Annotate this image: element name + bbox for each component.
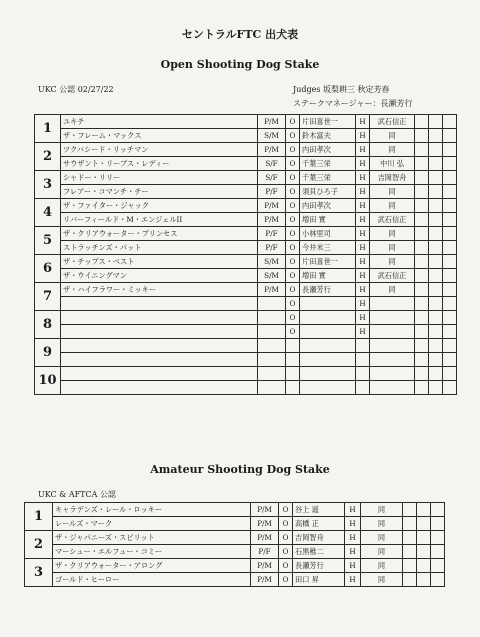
blank-cell	[415, 269, 429, 283]
h-mark: H	[356, 311, 370, 325]
owner-name	[370, 325, 415, 339]
dog-name	[61, 353, 258, 367]
handler-name: 長瀬芳行	[300, 283, 356, 297]
blank-cell	[431, 531, 445, 545]
amateur-stake-title: Amateur Shooting Dog Stake	[150, 463, 330, 476]
table-row	[35, 171, 457, 185]
blank-cell	[429, 129, 443, 143]
blank-cell	[429, 157, 443, 171]
owner-name: 同	[370, 255, 415, 269]
dog-name: キャラデンズ・レール・ロッキー	[53, 503, 251, 517]
h-mark: H	[356, 171, 370, 185]
table-row	[35, 269, 457, 283]
handler-name	[300, 311, 356, 325]
blank-cell	[415, 311, 429, 325]
table-row	[35, 367, 457, 381]
dog-class: P/M	[258, 143, 286, 157]
owner-name: 同	[361, 573, 403, 587]
owner-name	[370, 381, 415, 395]
dog-class: P/M	[251, 573, 279, 587]
owner-name: 同	[370, 143, 415, 157]
blank-cell	[417, 531, 431, 545]
h-mark: H	[356, 227, 370, 241]
dog-name	[61, 381, 258, 395]
dog-class: S/M	[258, 269, 286, 283]
dog-class	[258, 311, 286, 325]
dog-name: フレアー・コマンチ・チー	[61, 185, 258, 199]
dog-class: P/M	[251, 517, 279, 531]
dog-class: S/M	[258, 255, 286, 269]
h-mark: H	[356, 143, 370, 157]
o-mark: O	[286, 115, 300, 129]
handler-name: 長瀬芳行	[293, 559, 345, 573]
blank-cell	[443, 339, 457, 353]
blank-cell	[443, 115, 457, 129]
blank-cell	[429, 213, 443, 227]
blank-cell	[429, 227, 443, 241]
h-mark: H	[345, 559, 361, 573]
dog-name: シャドー・リリー	[61, 171, 258, 185]
blank-cell	[417, 559, 431, 573]
handler-name	[300, 353, 356, 367]
table-row	[35, 199, 457, 213]
dog-name: ゴールド・ヒーロー	[53, 573, 251, 587]
blank-cell	[403, 503, 417, 517]
open-stake-title: Open Shooting Dog Stake	[160, 58, 320, 71]
h-mark: H	[345, 573, 361, 587]
handler-name: 内田孝次	[300, 199, 356, 213]
blank-cell	[415, 115, 429, 129]
o-mark: O	[286, 269, 300, 283]
handler-name: 小林里司	[300, 227, 356, 241]
table-row	[25, 531, 445, 545]
table-row	[35, 283, 457, 297]
blank-cell	[403, 559, 417, 573]
dog-class	[258, 297, 286, 311]
blank-cell	[443, 255, 457, 269]
dog-class: P/M	[258, 199, 286, 213]
blank-cell	[443, 143, 457, 157]
o-mark: O	[279, 531, 293, 545]
blank-cell	[443, 129, 457, 143]
dog-class: P/F	[251, 545, 279, 559]
owner-name: 武石信正	[370, 269, 415, 283]
blank-cell	[415, 255, 429, 269]
table-row	[35, 143, 457, 157]
table-row	[35, 311, 457, 325]
brace-number: 7	[35, 283, 61, 311]
table-row	[35, 381, 457, 395]
handler-name: 増田 實	[300, 269, 356, 283]
blank-cell	[431, 545, 445, 559]
blank-cell	[415, 339, 429, 353]
table-row	[35, 325, 457, 339]
dog-class: P/M	[251, 559, 279, 573]
handler-name: 片田喜世一	[300, 115, 356, 129]
blank-cell	[415, 213, 429, 227]
dog-name: ユキチ	[61, 115, 258, 129]
table-row	[35, 115, 457, 129]
brace-number: 6	[35, 255, 61, 283]
table-row	[35, 353, 457, 367]
handler-name: 鈴木富夫	[300, 129, 356, 143]
table-row	[25, 517, 445, 531]
dog-class: P/F	[258, 241, 286, 255]
o-mark: O	[286, 283, 300, 297]
dog-class: P/F	[258, 227, 286, 241]
o-mark	[286, 339, 300, 353]
blank-cell	[431, 503, 445, 517]
dog-name	[61, 297, 258, 311]
owner-name: 武石信正	[370, 115, 415, 129]
owner-name: 同	[361, 517, 403, 531]
h-mark: H	[356, 157, 370, 171]
dog-name	[61, 367, 258, 381]
brace-number: 3	[25, 559, 53, 587]
o-mark	[286, 381, 300, 395]
blank-cell	[443, 381, 457, 395]
o-mark: O	[286, 227, 300, 241]
dog-name: ザ・ハイフラワー・ミッキー	[61, 283, 258, 297]
blank-cell	[417, 503, 431, 517]
blank-cell	[415, 381, 429, 395]
blank-cell	[429, 143, 443, 157]
blank-cell	[429, 311, 443, 325]
blank-cell	[415, 129, 429, 143]
blank-cell	[443, 227, 457, 241]
h-mark	[356, 353, 370, 367]
h-mark	[356, 367, 370, 381]
dog-class: P/M	[258, 115, 286, 129]
h-mark: H	[345, 531, 361, 545]
open-stake-manager: ステークマネージャー：長瀬芳行	[293, 99, 413, 108]
handler-name: 増田 實	[300, 213, 356, 227]
owner-name: 吉岡智舟	[370, 171, 415, 185]
dog-class: S/F	[258, 157, 286, 171]
blank-cell	[429, 339, 443, 353]
dog-name: ストラッチンズ・パット	[61, 241, 258, 255]
brace-number: 3	[35, 171, 61, 199]
o-mark: O	[286, 297, 300, 311]
h-mark: H	[356, 115, 370, 129]
o-mark	[286, 367, 300, 381]
blank-cell	[431, 573, 445, 587]
blank-cell	[415, 171, 429, 185]
dog-name: ザ・ファイター・ジャック	[61, 199, 258, 213]
handler-name: 石黒稚二	[293, 545, 345, 559]
blank-cell	[443, 171, 457, 185]
blank-cell	[417, 573, 431, 587]
dog-name: レールズ・マーク	[53, 517, 251, 531]
h-mark: H	[356, 213, 370, 227]
h-mark: H	[345, 545, 361, 559]
owner-name: 同	[370, 241, 415, 255]
o-mark: O	[286, 143, 300, 157]
dog-name: ザ・チップス・ベスト	[61, 255, 258, 269]
h-mark: H	[356, 185, 370, 199]
blank-cell	[443, 269, 457, 283]
owner-name	[370, 297, 415, 311]
table-row	[25, 573, 445, 587]
open-judges: Judges 坂梨耕三 秋定芳春	[293, 85, 390, 94]
dog-class	[258, 353, 286, 367]
blank-cell	[429, 199, 443, 213]
owner-name: 同	[361, 531, 403, 545]
dog-class: P/F	[258, 185, 286, 199]
o-mark: O	[286, 213, 300, 227]
owner-name: 武石信正	[370, 213, 415, 227]
table-row	[35, 129, 457, 143]
dog-class	[258, 381, 286, 395]
owner-name: 同	[370, 227, 415, 241]
blank-cell	[443, 157, 457, 171]
blank-cell	[403, 531, 417, 545]
blank-cell	[443, 297, 457, 311]
h-mark: H	[345, 503, 361, 517]
dog-name	[61, 325, 258, 339]
dog-class	[258, 339, 286, 353]
o-mark: O	[279, 503, 293, 517]
table-row	[35, 297, 457, 311]
blank-cell	[443, 325, 457, 339]
blank-cell	[415, 227, 429, 241]
o-mark: O	[286, 311, 300, 325]
table-row	[35, 185, 457, 199]
brace-number: 4	[35, 199, 61, 227]
blank-cell	[443, 367, 457, 381]
dog-class: P/M	[251, 503, 279, 517]
o-mark: O	[279, 517, 293, 531]
blank-cell	[403, 517, 417, 531]
open-sanction: UKC 公認 02/27/22	[38, 85, 114, 94]
h-mark: H	[356, 129, 370, 143]
o-mark: O	[286, 325, 300, 339]
blank-cell	[443, 241, 457, 255]
amateur-sanction: UKC & AFTCA 公認	[38, 490, 116, 499]
blank-cell	[429, 367, 443, 381]
o-mark: O	[279, 573, 293, 587]
brace-number: 1	[25, 503, 53, 531]
h-mark	[356, 381, 370, 395]
blank-cell	[429, 297, 443, 311]
o-mark: O	[286, 185, 300, 199]
table-row	[25, 545, 445, 559]
table-row	[35, 213, 457, 227]
brace-number: 8	[35, 311, 61, 339]
o-mark: O	[279, 559, 293, 573]
blank-cell	[429, 283, 443, 297]
handler-name	[300, 381, 356, 395]
table-row	[35, 227, 457, 241]
dog-name: ザ・クリアウォーター・アロング	[53, 559, 251, 573]
handler-name	[300, 297, 356, 311]
h-mark: H	[356, 283, 370, 297]
document-title: セントラルFTC 出犬表	[181, 28, 299, 41]
owner-name: 同	[361, 545, 403, 559]
brace-number: 5	[35, 227, 61, 255]
blank-cell	[415, 283, 429, 297]
o-mark: O	[286, 129, 300, 143]
handler-name: 今井米三	[300, 241, 356, 255]
brace-number: 2	[25, 531, 53, 559]
o-mark	[286, 353, 300, 367]
o-mark: O	[286, 157, 300, 171]
blank-cell	[443, 185, 457, 199]
brace-number: 2	[35, 143, 61, 171]
amateur-stake-table	[24, 502, 445, 587]
brace-number: 1	[35, 115, 61, 143]
handler-name: 片田喜世一	[300, 255, 356, 269]
blank-cell	[415, 143, 429, 157]
o-mark: O	[286, 171, 300, 185]
dog-name	[61, 311, 258, 325]
dog-name: ザ・ジャパニーズ・スピリット	[53, 531, 251, 545]
blank-cell	[403, 573, 417, 587]
blank-cell	[403, 545, 417, 559]
blank-cell	[443, 199, 457, 213]
handler-name: 千葉三栄	[300, 157, 356, 171]
owner-name: 同	[361, 503, 403, 517]
owner-name	[370, 339, 415, 353]
o-mark: O	[279, 545, 293, 559]
blank-cell	[415, 241, 429, 255]
handler-name	[300, 367, 356, 381]
dog-name: ザ・ウイニングマン	[61, 269, 258, 283]
brace-number: 10	[35, 367, 61, 395]
o-mark: O	[286, 255, 300, 269]
owner-name: 中川 弘	[370, 157, 415, 171]
h-mark	[356, 339, 370, 353]
h-mark: H	[356, 199, 370, 213]
h-mark: H	[356, 325, 370, 339]
dog-name: ザ・クリアウォーター・プリンセス	[61, 227, 258, 241]
dog-class: S/F	[258, 171, 286, 185]
blank-cell	[429, 171, 443, 185]
blank-cell	[415, 367, 429, 381]
blank-cell	[431, 517, 445, 531]
blank-cell	[429, 255, 443, 269]
blank-cell	[429, 325, 443, 339]
open-stake-table	[34, 114, 457, 395]
owner-name: 同	[370, 199, 415, 213]
brace-number: 9	[35, 339, 61, 367]
blank-cell	[429, 269, 443, 283]
handler-name: 高橋 正	[293, 517, 345, 531]
owner-name: 同	[370, 185, 415, 199]
owner-name	[370, 353, 415, 367]
owner-name	[370, 367, 415, 381]
owner-name: 同	[370, 129, 415, 143]
table-row	[35, 157, 457, 171]
dog-class: S/M	[258, 129, 286, 143]
blank-cell	[443, 311, 457, 325]
handler-name: 田口 昇	[293, 573, 345, 587]
dog-class	[258, 367, 286, 381]
blank-cell	[417, 517, 431, 531]
dog-name: マーシュー・エルフュー・コミー	[53, 545, 251, 559]
blank-cell	[417, 545, 431, 559]
handler-name: 須貝ひろ子	[300, 185, 356, 199]
blank-cell	[429, 381, 443, 395]
blank-cell	[415, 185, 429, 199]
handler-name	[300, 325, 356, 339]
table-row	[35, 255, 457, 269]
table-row	[25, 559, 445, 573]
dog-name: リバーフィールド・M・エンジェルII	[61, 213, 258, 227]
blank-cell	[431, 559, 445, 573]
blank-cell	[443, 283, 457, 297]
dog-class: P/M	[258, 283, 286, 297]
blank-cell	[415, 199, 429, 213]
h-mark: H	[356, 269, 370, 283]
handler-name	[300, 339, 356, 353]
dog-name: サウザント・リーブス・レディー	[61, 157, 258, 171]
dog-name	[61, 339, 258, 353]
blank-cell	[415, 157, 429, 171]
blank-cell	[429, 241, 443, 255]
h-mark: H	[356, 297, 370, 311]
blank-cell	[429, 185, 443, 199]
h-mark: H	[356, 255, 370, 269]
dog-class	[258, 325, 286, 339]
blank-cell	[443, 213, 457, 227]
dog-name: ツクバシード・リッチマン	[61, 143, 258, 157]
blank-cell	[429, 353, 443, 367]
table-row	[25, 503, 445, 517]
dog-class: P/M	[251, 531, 279, 545]
table-row	[35, 241, 457, 255]
dog-name: ザ・フレーム・マックス	[61, 129, 258, 143]
h-mark: H	[345, 517, 361, 531]
o-mark: O	[286, 199, 300, 213]
blank-cell	[429, 115, 443, 129]
handler-name: 千葉三栄	[300, 171, 356, 185]
blank-cell	[415, 353, 429, 367]
owner-name: 同	[361, 559, 403, 573]
dog-class: P/M	[258, 213, 286, 227]
blank-cell	[443, 353, 457, 367]
blank-cell	[415, 325, 429, 339]
handler-name: 吉岡智舟	[293, 531, 345, 545]
handler-name: 内田孝次	[300, 143, 356, 157]
o-mark: O	[286, 241, 300, 255]
owner-name: 同	[370, 283, 415, 297]
handler-name: 谷上 遥	[293, 503, 345, 517]
table-row	[35, 339, 457, 353]
owner-name	[370, 311, 415, 325]
h-mark: H	[356, 241, 370, 255]
blank-cell	[415, 297, 429, 311]
